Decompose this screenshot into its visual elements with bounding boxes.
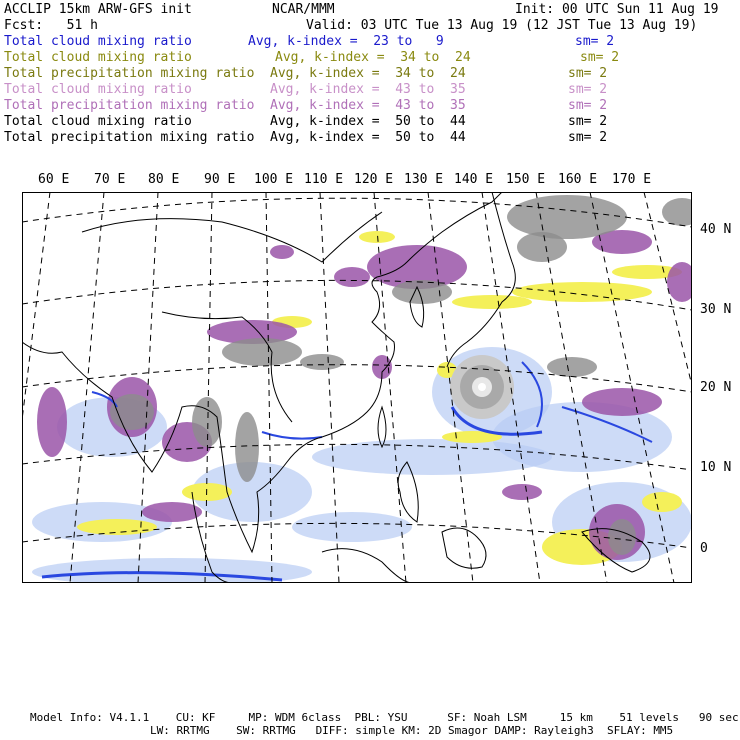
gray-patch	[507, 195, 627, 239]
yellow-patch	[359, 231, 395, 243]
purple-patch	[142, 502, 202, 522]
legend-field-label: Total cloud mixing ratio	[4, 82, 192, 97]
legend-field-label: Total precipitation mixing ratio	[4, 98, 255, 113]
yellow-patch	[77, 519, 157, 535]
purple-patch	[270, 245, 294, 259]
latitude-label: 30 N	[700, 302, 732, 317]
purple-patch	[582, 388, 662, 416]
legend-field-label: Total cloud mixing ratio	[4, 50, 192, 65]
init-time: Init: 00 UTC Sun 11 Aug 19	[515, 2, 719, 17]
legend-k-index: Avg, k-index = 34 to 24	[275, 50, 471, 65]
legend-k-index: Avg, k-index = 23 to 9	[248, 34, 444, 49]
longitude-label: 110 E	[304, 172, 344, 187]
purple-patch	[334, 267, 370, 287]
purple-patch	[502, 484, 542, 500]
longitude-label: 160 E	[558, 172, 598, 187]
longitude-label: 100 E	[254, 172, 294, 187]
yellow-patch	[452, 295, 532, 309]
longitude-label: 60 E	[38, 172, 70, 187]
gray-patch	[547, 357, 597, 377]
legend-smoothing: sm= 2	[568, 130, 608, 145]
latitude-label: 10 N	[700, 460, 732, 475]
longitude-label: 120 E	[354, 172, 394, 187]
legend-smoothing: sm= 2	[568, 98, 608, 113]
forecast-hour: Fcst: 51 h	[4, 18, 98, 33]
legend-smoothing: sm= 2	[580, 50, 620, 65]
legend-k-index: Avg, k-index = 50 to 44	[270, 130, 466, 145]
legend-field-label: Total cloud mixing ratio	[4, 34, 192, 49]
gray-patch	[222, 338, 302, 366]
yellow-patch	[642, 492, 682, 512]
model-info-line2: LW: RRTMG SW: RRTMG DIFF: simple KM: 2D Smagor DAMP: Rayleigh3 SFLAY: MM5	[150, 724, 674, 737]
legend-field-label: Total cloud mixing ratio	[4, 114, 192, 129]
gray-patch	[517, 232, 567, 262]
valid-time: Valid: 03 UTC Tue 13 Aug 19 (12 JST Tue 13 Aug 19)	[306, 18, 698, 33]
gray-patch	[235, 412, 259, 482]
legend-k-index: Avg, k-index = 43 to 35	[270, 98, 466, 113]
light-blue-patch	[292, 512, 412, 542]
longitude-label: 90 E	[204, 172, 236, 187]
legend-k-index: Avg, k-index = 50 to 44	[270, 114, 466, 129]
latitude-label: 0	[700, 541, 708, 556]
longitude-label: 70 E	[94, 172, 126, 187]
longitude-label: 130 E	[404, 172, 444, 187]
yellow-patch	[512, 282, 652, 302]
longitude-label: 80 E	[148, 172, 180, 187]
longitude-label: 150 E	[506, 172, 546, 187]
model-title: ACCLIP 15km ARW-GFS init	[4, 2, 192, 17]
gray-patch	[300, 354, 344, 370]
longitude-label: 170 E	[612, 172, 652, 187]
legend-k-index: Avg, k-index = 43 to 35	[270, 82, 466, 97]
purple-patch	[37, 387, 67, 457]
latitude-label: 40 N	[700, 222, 732, 237]
organization: NCAR/MMM	[272, 2, 335, 17]
legend-field-label: Total precipitation mixing ratio	[4, 130, 255, 145]
gray-patch	[608, 519, 636, 555]
legend-smoothing: sm= 2	[575, 34, 615, 49]
model-info-line1: Model Info: V4.1.1 CU: KF MP: WDM 6class PBL: YSU SF: Noah LSM 15 km 51 levels 90 sec	[30, 711, 739, 724]
legend-field-label: Total precipitation mixing ratio	[4, 66, 255, 81]
latitude-label: 20 N	[700, 380, 732, 395]
legend-smoothing: sm= 2	[568, 82, 608, 97]
gray-patch	[110, 394, 154, 430]
longitude-label: 140 E	[454, 172, 494, 187]
legend-smoothing: sm= 2	[568, 114, 608, 129]
map-panel	[22, 192, 692, 583]
legend-smoothing: sm= 2	[568, 66, 608, 81]
legend-k-index: Avg, k-index = 34 to 24	[270, 66, 466, 81]
